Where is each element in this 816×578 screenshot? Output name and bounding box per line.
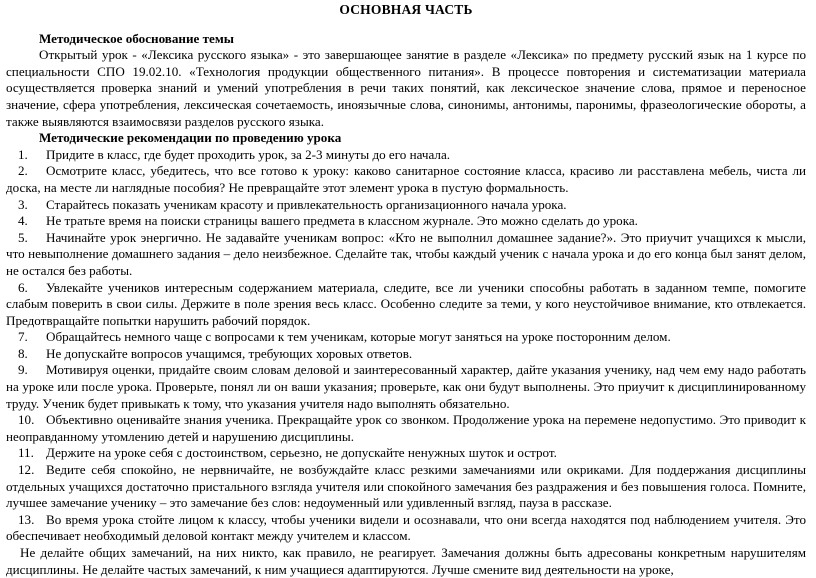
list-item [6,329,806,346]
list-item [6,163,806,196]
section-heading-recommendations: Методические рекомендации по проведению урока [39,130,342,146]
list-item-number: 6. [18,279,28,295]
list-item [6,346,806,363]
list-item-number: 7. [18,329,28,345]
section-heading-rationale: Методическое обоснование темы [39,30,234,46]
list-item-number: 10. [18,412,35,428]
list-item-text: Начинайте урок энергично. Не задавайте ученикам вопрос: «Кто не выполнил домашнее задание?». Это приучит учащихся к мысли, что невыполнение домашнего задания – дело неизбежное. Сделайте так, чтобы каждый ученик с начала урока и до его конца был занят делом, не остался без работы. [6,229,806,278]
list-item-text: Осмотрите класс, убедитесь, что все готово к уроку: каково санитарное состояние класса, красиво ли расставлена мебель, чиста ли доска, на месте ли наглядные пособия? Не превращайте этот элемент урока в пустую формальность. [6,163,806,195]
list-item-number: 9. [18,362,28,378]
list-item-number: 11. [18,445,34,461]
list-item-text: Не допускайте вопросов учащимся, требующих хоровых ответов. [46,345,413,361]
recommendations-list [6,147,806,545]
page-title: ОСНОВНАЯ ЧАСТЬ [339,2,473,17]
closing-paragraph: Не делайте общих замечаний, на них никто, как правило, не реагирует. Замечания должны быть адресованы конкретным нарушителям дисциплины. Не делайте частых замечаний, к ним учащиеся адаптируются. Лучше смените вид деятельности на уроке, [6,545,806,577]
list-item-number: 4. [18,213,28,229]
list-item-text: Старайтесь показать ученикам красоту и привлекательность организационного начала урока. [46,196,567,212]
list-item-number: 5. [18,229,28,245]
list-item-text: Держите на уроке себя с достоинством, серьезно, не допускайте ненужных шуток и острот. [46,445,557,461]
list-item-text: Не тратьте время на поиски страницы вашего предмета в классном журнале. Это можно сделать до урока. [46,213,638,229]
list-item-text: Увлекайте учеников интересным содержанием материала, следите, все ли ученики способны работать в заданном темпе, помогите слабым поверить в свои силы. Держите в поле зрения весь класс. Особенно следите за теми, у кого неустойчивое внимание, кто отвлекается. Предотвращайте попытки нарушить рабочий порядок. [6,279,806,328]
list-item [6,512,806,545]
list-item-number: 1. [18,146,28,162]
list-item [6,230,806,280]
list-item-number: 3. [18,196,28,212]
list-item-number: 2. [18,163,28,179]
list-item-text: Объективно оценивайте знания ученика. Прекращайте урок со звонком. Продолжение урока на перемене недопустимо. Это приводит к неоправданному утомлению детей и нарушению дисциплины. [6,412,806,444]
list-item [6,147,806,164]
list-item-number: 8. [18,345,28,361]
intro-paragraph: Открытый урок - «Лексика русского языка» - это завершающее занятие в разделе «Лексика» по предмету русский язык на 1 курсе по специальности СПО 19.02.10. «Технология продукции общественного питания». В процессе повторения и систематизации материала осуществляется проверка знаний и умений употребления в речи таких понятий, как лексическое значение слова, прямое и переносное значение, сфера употребления, лексическая сочетаемость, иноязычные слова, синонимы, антонимы, паронимы, фразеологические обороты, а также выявляются взаимосвязи разделов русского языка. [6,47,806,129]
list-item-text: Придите в класс, где будет проходить урок, за 2-3 минуты до его начала. [46,146,451,162]
list-item [6,412,806,445]
list-item-text: Обращайтесь немного чаще с вопросами к тем ученикам, которые могут заняться на уроке посторонним делом. [46,329,671,345]
list-item [6,462,806,512]
list-item-text: Мотивируя оценки, придайте своим словам деловой и заинтересованный характер, дайте указания ученику, над чем ему надо работать на уроке или после урока. Проверьте, понял ли он ваши указания; проверьте, как они будут выполнены. Это приучит к дисциплинированному труду. Ученик будет привыкать к тому, что указания учителя надо выполнять обязательно. [6,362,806,411]
list-item [6,197,806,214]
list-item [6,213,806,230]
list-item-text: Ведите себя спокойно, не нервничайте, не возбуждайте класс резкими замечаниями или окриками. Для поддержания дисциплины отдельных учащихся достаточно пристального взгляда учителя или спокойного замечания без раздражения и без повышения голоса. Помните, лучшее замечание ученику – это замечание без слов: недоуменный или удивленный взгляд, пауза в рассказе. [6,462,806,511]
list-item-number: 12. [18,462,35,478]
list-item [6,445,806,462]
list-item [6,362,806,412]
list-item-text: Во время урока стойте лицом к классу, чтобы ученики видели и осознавали, что они всегда находятся под наблюдением учителя. Это обеспечивает необходимый деловой контакт между учителем и классом. [6,511,806,544]
list-item [6,280,806,330]
list-item-number: 13. [18,511,35,527]
